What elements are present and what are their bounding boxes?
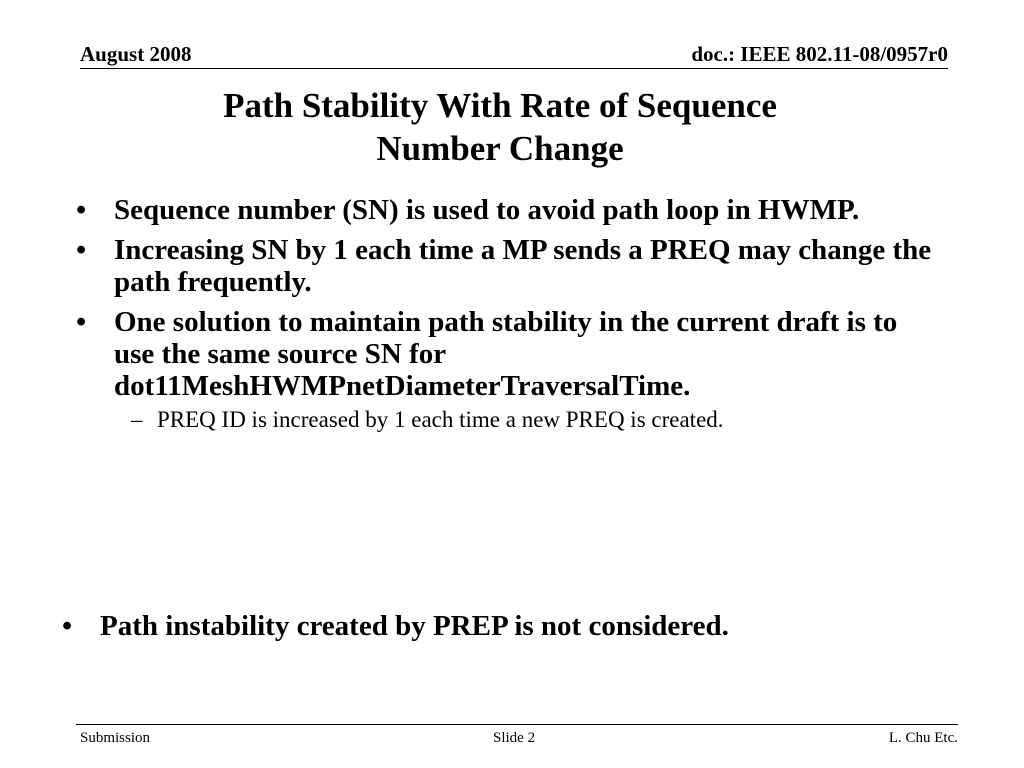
sub-bullet-text: PREQ ID is increased by 1 each time a new PREQ is created.: [157, 407, 724, 432]
bullet-icon: •: [76, 234, 87, 266]
extra-bullet-text: Path instability created by PREP is not considered.: [100, 610, 729, 642]
header-date: August 2008: [80, 42, 192, 66]
bullet-item-2: [76, 234, 936, 298]
bullet-text-3: One solution to maintain path stability in the current draft is to use the same source SN for dot11MeshHWMPnetDiameterTraversalTime.: [114, 306, 898, 402]
bullet-item-1: [76, 194, 936, 226]
header-doc-id: doc.: IEEE 802.11-08/0957r0: [691, 42, 948, 66]
bullet-text-1: Sequence number (SN) is used to avoid path loop in HWMP.: [114, 194, 860, 226]
slide-body: [76, 194, 936, 434]
footer-divider: [76, 724, 958, 725]
slide-title: [80, 84, 920, 170]
slide-title-line-1: Path Stability With Rate of Sequence: [223, 86, 777, 125]
dash-icon: –: [131, 407, 143, 432]
bullet-text-2: Increasing SN by 1 each time a MP sends a PREQ may change the path frequently.: [114, 234, 932, 298]
bullet-icon: •: [76, 306, 87, 338]
bullet-item-3: [76, 306, 936, 402]
footer-slide-number: Slide 2: [493, 730, 536, 746]
header-divider: [80, 68, 948, 69]
bullet-icon: •: [62, 610, 73, 642]
sub-bullet-item: [76, 406, 936, 434]
bullet-icon: •: [76, 194, 87, 226]
footer-submission: Submission: [80, 730, 151, 746]
slide-title-line-2: Number Change: [376, 129, 624, 168]
extra-bullet-item: [62, 610, 980, 642]
footer-author: L. Chu Etc.: [888, 730, 958, 746]
